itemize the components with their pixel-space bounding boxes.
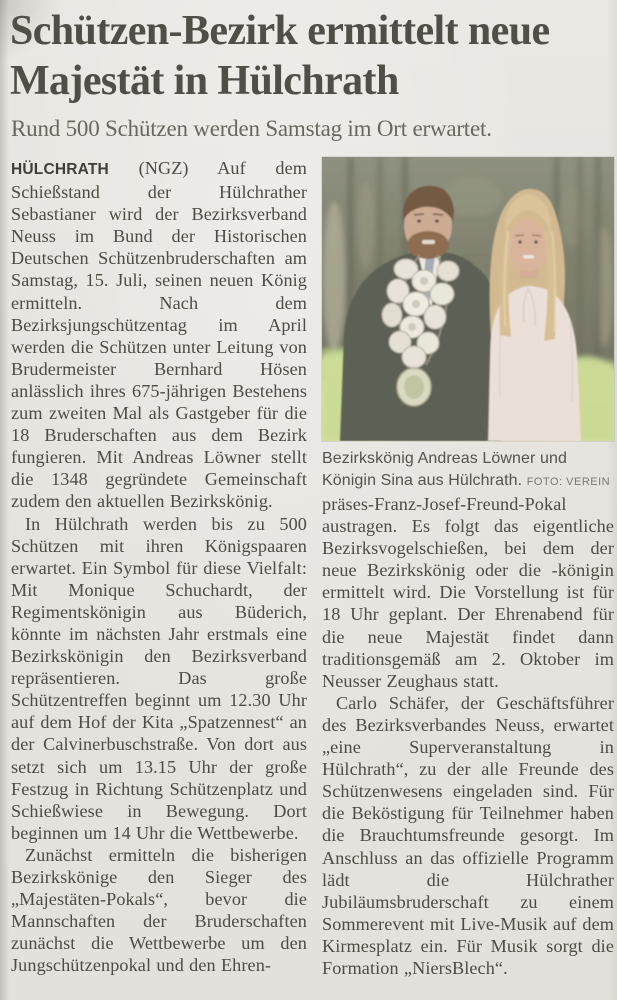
text-column-right bbox=[322, 157, 614, 979]
photo-caption bbox=[322, 448, 614, 493]
dateline-agency: (NGZ) bbox=[138, 158, 189, 178]
photo-credit: FOTO: VEREIN bbox=[526, 475, 611, 488]
article-paragraph: Carlo Schäfer, der Geschäftsführer des Bezirksverbandes Neuss, erwartet „eine Superveranstaltung in Hülchrath“, zu der alle Freunde des Schützenwesens eingeladen sind. Für die Beköstigung für Teilnehmer haben die Brauchtumsfreunde gesorgt. Im Anschluss an das offizielle Programm lädt die Hülchrather Jubiläumsbruderschaft zu einem Sommerevent mit Live-Musik auf dem Kirmesplatz ein. Für Musik sorgt die Formation „NiersBlech“. bbox=[322, 692, 614, 978]
article-paragraph: In Hülchrath werden bis zu 500 Schützen mit ihren Königspaaren erwartet. Ein Symbol für diese Vielfalt: Mit Monique Schuchardt, der Regimentskönigin aus Büderich, könnte im nächsten Jahr erstmals eine Bezirkskönigin den Bezirksverband repräsentieren. Das große Schützentreffen beginnt um 12.30 Uhr auf dem Hof der Kita „Spatzennest“ an der Calvinerbuschstraße. Von dort aus setzt sich um 13.15 Uhr der große Festzug in Richtung Schützenplatz und Schießwiese in Bewegung. Dort beginnen um 14 Uhr die Wettbewerbe. bbox=[11, 513, 307, 843]
article-paragraph bbox=[11, 157, 307, 513]
article-paragraph: Zunächst ermitteln die bisherigen Bezirkskönige den Sieger des „Majestäten-Pokals“, bevor die Mannschaften der Bruderschaften zunächst die Wettbewerbe um den Jungschützenpokal und den Ehren- bbox=[11, 844, 307, 976]
text-column-left bbox=[11, 157, 307, 976]
article-headline: Schützen-Bezirk ermittelt neue Majestät in Hülchrath bbox=[10, 8, 550, 104]
photo-caption-text: Bezirkskönig Andreas Löwner und Königin Sina aus Hülchrath. bbox=[322, 450, 568, 489]
article-photo-figure bbox=[322, 157, 614, 493]
dateline-location: HÜLCHRATH bbox=[11, 161, 109, 178]
paragraph-text: Auf dem Schießstand der Hülchrather Sebastianer wird der Bezirksverband Neuss im Bund der Historischen Deutschen Schützenbruderschaften am Samstag, 15. Juli, seinen neuen König ermitteln. Nach dem Bezirksjungschützentag im April werden die Schützen unter Leitung von Brudermeister Bernhard Hösen anlässlich ihres 675-jährigen Bestehens zum zweiten Mal als Gastgeber für die 18 Bruderschaften aus dem Bezirk fungieren. Mit Andreas Löwner stellt die 1348 gegründete Gemeinschaft zudem den aktuellen Bezirkskönig. bbox=[11, 158, 307, 512]
couple-photo bbox=[322, 157, 614, 441]
article-subheadline: Rund 500 Schützen werden Samstag im Ort erwartet. bbox=[11, 116, 492, 141]
article-paragraph: präses-Franz-Josef-Freund-Pokal austragen. Es folgt das eigentliche Bezirksvogelschießen, bei dem der neue Bezirkskönig oder die -königin ermittelt wird. Die Vorstellung ist für 18 Uhr geplant. Der Ehrenabend für die neue Majestät findet dann traditionsgemäß am 2. Oktober im Neusser Zeughaus statt. bbox=[322, 494, 614, 691]
scan-wash-overlay bbox=[322, 157, 614, 441]
